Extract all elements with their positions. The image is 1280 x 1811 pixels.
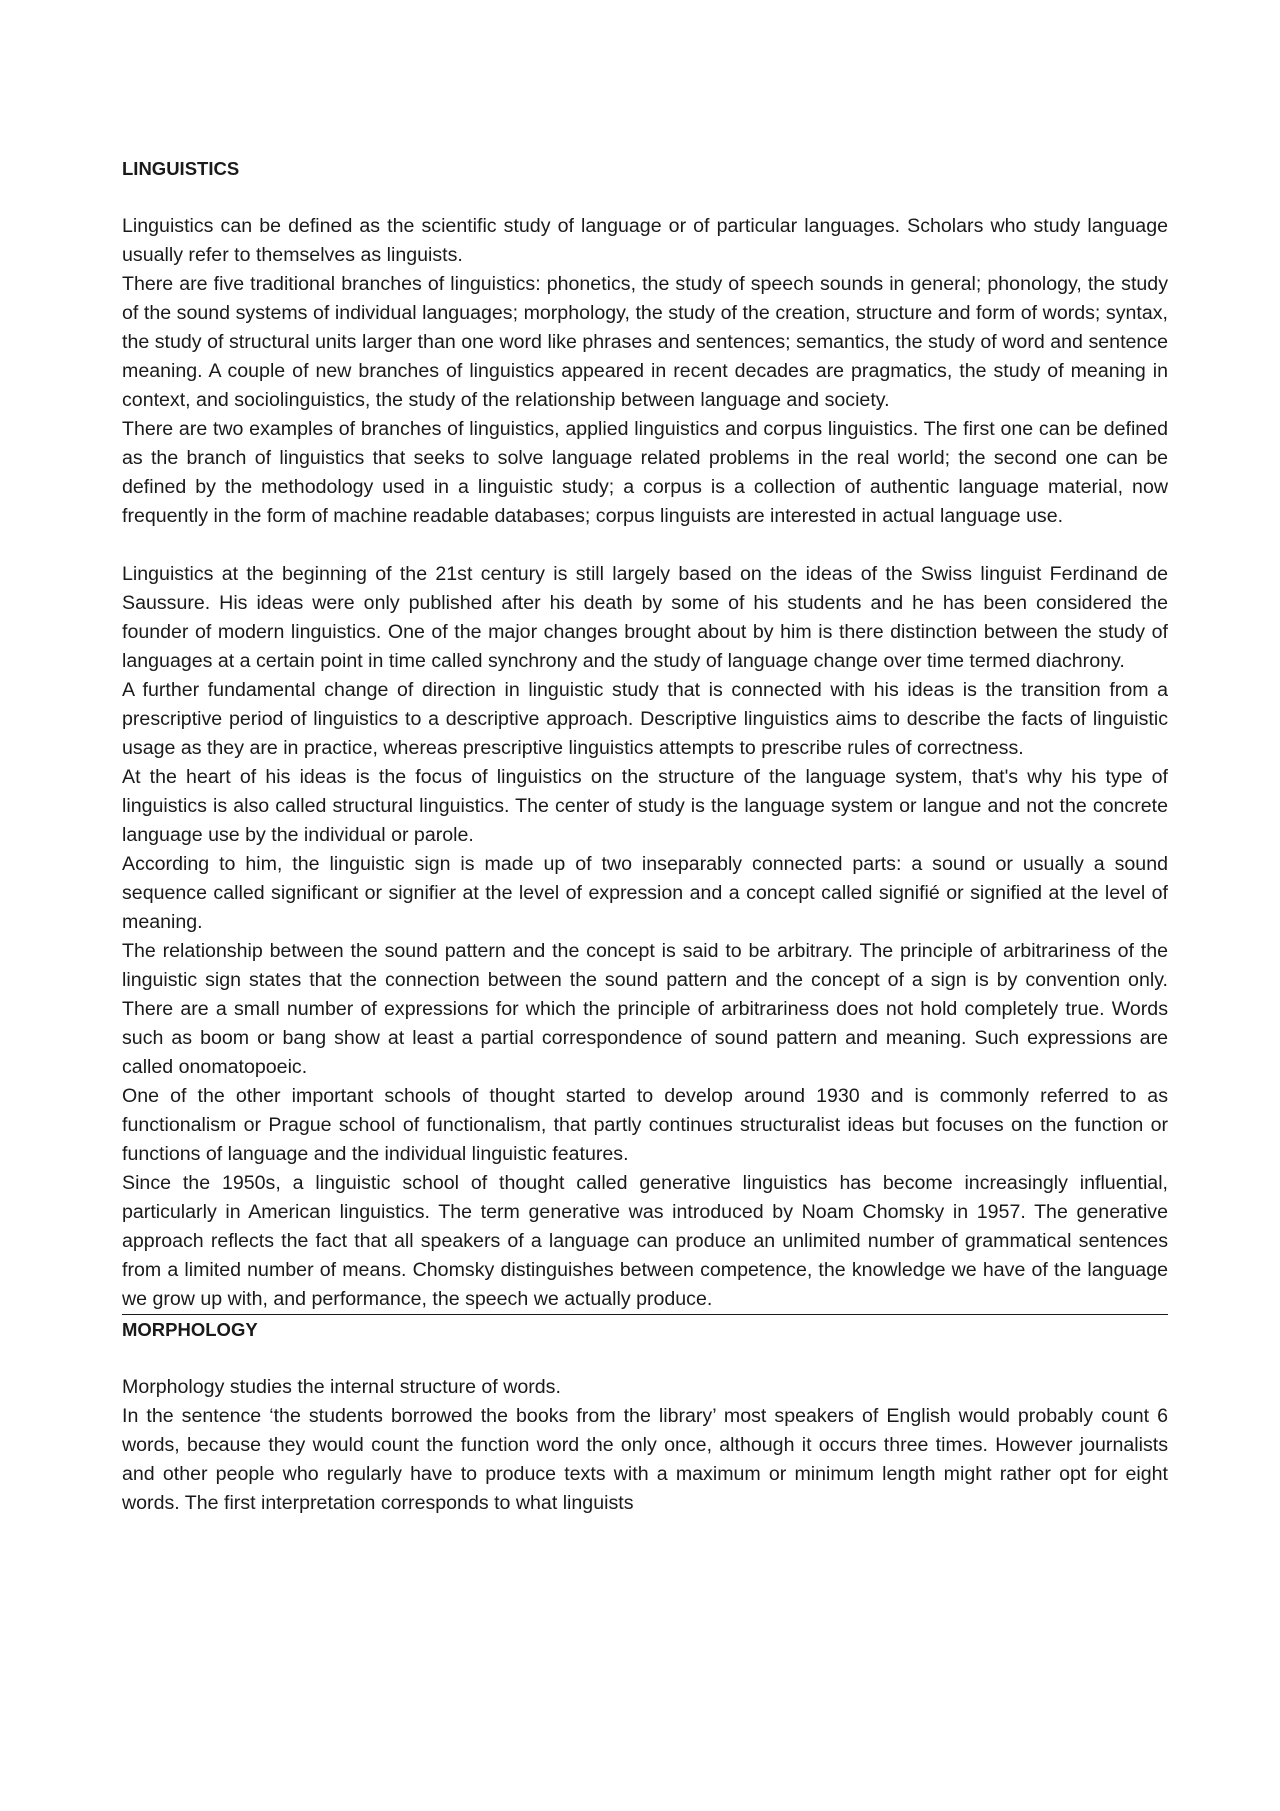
- section-heading-morphology: MORPHOLOGY: [122, 1319, 258, 1340]
- paragraph: The relationship between the sound pattern and the concept is said to be arbitrary. The principle of arbitrariness of the linguistic sign states that the connection between the sound pattern and the concept of a sign is by convention only. There are a small number of expressions for which the principle of arbitrariness does not hold completely true. Words such as boom or bang show at least a partial correspondence of sound pattern and meaning. Such expressions are called onomatopoeic.: [122, 940, 1168, 1078]
- document-page: [122, 154, 1168, 1518]
- spacer: [122, 183, 1168, 212]
- paragraph: According to him, the linguistic sign is made up of two inseparably connected parts: a sound or usually a sound sequence called significant or signifier at the level of expression and a concept called signifié or signified at the level of meaning.: [122, 853, 1168, 933]
- paragraph: Morphology studies the internal structure of words.: [122, 1376, 561, 1398]
- paragraph: A further fundamental change of direction in linguistic study that is connected with his ideas is the transition from a prescriptive period of linguistics to a descriptive approach. Descriptive linguistics aims to describe the facts of linguistic usage as they are in practice, whereas prescriptive linguistics attempts to prescribe rules of correctness.: [122, 679, 1168, 759]
- paragraph: Linguistics at the beginning of the 21st century is still largely based on the ideas of the Swiss linguist Ferdinand de Saussure. His ideas were only published after his death by some of his students and he has been considered the founder of modern linguistics. One of the major changes brought about by him is there distinction between the study of languages at a certain point in time called synchrony and the study of language change over time termed diachrony.: [122, 563, 1168, 672]
- paragraph: Since the 1950s, a linguistic school of thought called generative linguistics has become increasingly influential, particularly in American linguistics. The term generative was introduced by Noam Chomsky in 1957. The generative approach reflects the fact that all speakers of a language can produce an unlimited number of grammatical sentences from a limited number of means. Chomsky distinguishes between competence, the knowledge we have of the language we grow up with, and performance, the speech we actually produce.: [122, 1169, 1168, 1315]
- paragraph: In the sentence ‘the students borrowed the books from the library’ most speakers of English would probably count 6 words, because they would count the function word the only once, although it occurs three times. However journalists and other people who regularly have to produce texts with a maximum or minimum length might rather opt for eight words. The first interpretation corresponds to what linguists: [122, 1405, 1168, 1514]
- spacer: [122, 531, 1168, 560]
- paragraph: At the heart of his ideas is the focus of linguistics on the structure of the language system, that's why his type of linguistics is also called structural linguistics. The center of study is the language system or langue and not the concrete language use by the individual or parole.: [122, 766, 1168, 846]
- paragraph: Linguistics can be defined as the scientific study of language or of particular languages. Scholars who study language usually refer to themselves as linguists.: [122, 215, 1168, 266]
- paragraph: There are two examples of branches of linguistics, applied linguistics and corpus linguistics. The first one can be defined as the branch of linguistics that seeks to solve language related problems in the real world; the second one can be defined by the methodology used in a linguistic study; a corpus is a collection of authentic language material, now frequently in the form of machine readable databases; corpus linguists are interested in actual language use.: [122, 418, 1168, 527]
- spacer: [122, 1344, 1168, 1373]
- section-heading-linguistics: LINGUISTICS: [122, 158, 240, 179]
- paragraph: One of the other important schools of thought started to develop around 1930 and is commonly referred to as functionalism or Prague school of functionalism, that partly continues structuralist ideas but focuses on the function or functions of language and the individual linguistic features.: [122, 1085, 1168, 1165]
- paragraph: There are five traditional branches of linguistics: phonetics, the study of speech sounds in general; phonology, the study of the sound systems of individual languages; morphology, the study of the creation, structure and form of words; syntax, the study of structural units larger than one word like phrases and sentences; semantics, the study of word and sentence meaning. A couple of new branches of linguistics appeared in recent decades are pragmatics, the study of meaning in context, and sociolinguistics, the study of the relationship between language and society.: [122, 273, 1168, 411]
